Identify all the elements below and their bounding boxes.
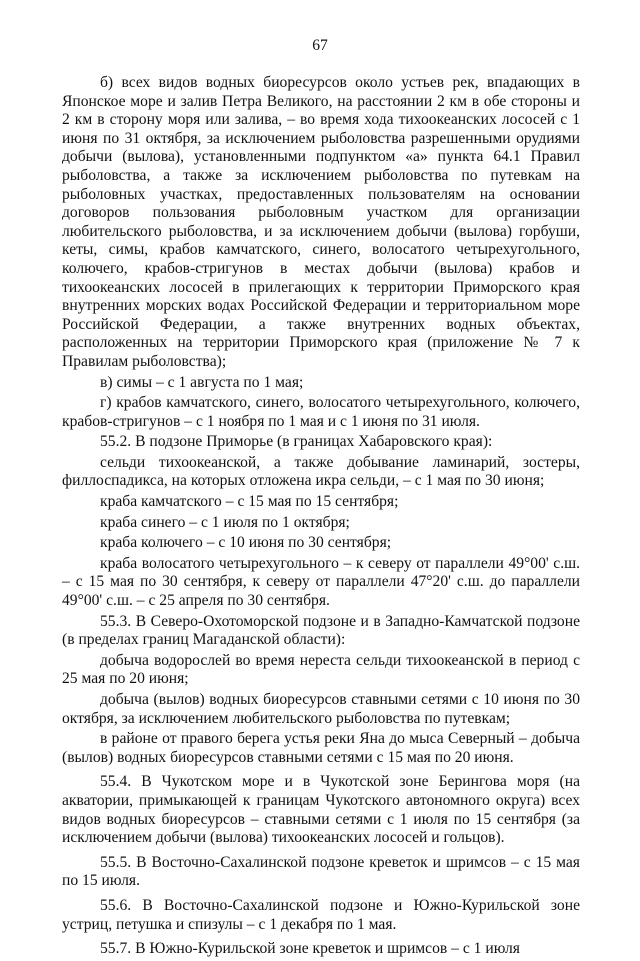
section-55-4: 55.4. В Чукотском море и в Чукотской зоне Берингова моря (на акватории, примыкающей к границам Чукотского автономного округа) всех видов водных биоресурсов – ставными сетями с 1 июля по 15 сентября (за исключением добычи (вылова) тихоокеанских лососей и гольцов).: [62, 773, 580, 847]
section-55-6: 55.6. В Восточно-Сахалинской подзоне и Южно-Курильской зоне устриц, петушка и спизулы – с 1 декабря по 1 мая.: [62, 896, 580, 933]
section-55-3-heading: 55.3. В Северо-Охотоморской подзоне и в Западно-Камчатской подзоне (в пределах границ Магаданской области):: [62, 612, 580, 649]
section-55-2-heading: 55.2. В подзоне Приморье (в границах Хабаровского края):: [100, 433, 493, 451]
page-number: 67: [312, 37, 328, 54]
section-55-5: 55.5. В Восточно-Сахалинской подзоне креветок и шримсов – с 15 мая по 15 июля.: [62, 853, 580, 890]
section-55-2-herring: сельди тихоокеанской, а также добывание ламинарий, зостеры, филлоспадикса, на которых отложена икра сельди, – с 1 мая по 30 июня;: [62, 453, 580, 490]
section-55-2-hairy-crab: краба волосатого четырехугольного – к северу от параллели 49°00' с.ш. – с 15 мая по 30 сентября, к северу от параллели 47°20' с.ш. до параллели 49°00' с.ш. – с 25 апреля по 30 сентября.: [62, 554, 580, 610]
paragraph-b: б) всех видов водных биоресурсов около устьев рек, впадающих в Японское море и залив Петра Великого, на расстоянии 2 км в обе стороны и 2 км в сторону моря или залива, – во время хода тихоокеанских лососей с 1 июня по 31 октября, за исключением рыболовства разрешенными орудиями добычи (вылова), установленными подпунктом «а» пункта 64.1 Правил рыболовства, а также за исключением рыболовства по путевкам на рыболовных участках, предоставленных пользователям на основании договоров пользования рыболовным участком для организации любительского рыболовства, и за исключением добычи (вылова) горбуши, кеты, симы, крабов камчатского, синего, волосатого четырехугольного, колючего, крабов-стригунов в местах добычи (вылова) крабов и тихоокеанских лососей в прилегающих к территории Приморского края внутренних морских водах Российской Федерации и территориальном море Российской Федерации, а также внутренних водных объектах, расположенных на территории Приморского края (приложение № 7 к Правилам рыболовства);: [62, 74, 580, 370]
section-55-2-blue-crab: краба синего – с 1 июля по 1 октября;: [100, 513, 350, 531]
section-55-2-spiny-crab: краба колючего – с 10 июня по 30 сентября;: [100, 534, 392, 552]
section-55-3-yana-river: в районе от правого берега устья реки Яна до мыса Северный – добыча (вылов) водных биоресурсов ставными сетями с 15 мая по 20 июня.: [62, 730, 580, 766]
section-55-3-gillnets: добыча (вылов) водных биоресурсов ставными сетями с 10 июня по 30 октября, за исключением любительского рыболовства по путевкам;: [62, 691, 580, 727]
paragraph-g: г) крабов камчатского, синего, волосатого четырехугольного, колючего, крабов-стригунов – с 1 ноября по 1 мая и с 1 июня по 31 июля.: [62, 394, 580, 430]
paragraph-v: в) симы – с 1 августа по 1 мая;: [100, 373, 304, 391]
section-55-2-kamchatka-crab: краба камчатского – с 15 мая по 15 сентября;: [100, 493, 399, 511]
section-55-7: 55.7. В Южно-Курильской зоне креветок и шримсов – с 1 июля: [100, 940, 520, 958]
section-55-3-seaweed: добыча водорослей во время нереста сельди тихоокеанской в период с 25 мая по 20 июня;: [62, 651, 580, 688]
document-body: [62, 74, 580, 961]
